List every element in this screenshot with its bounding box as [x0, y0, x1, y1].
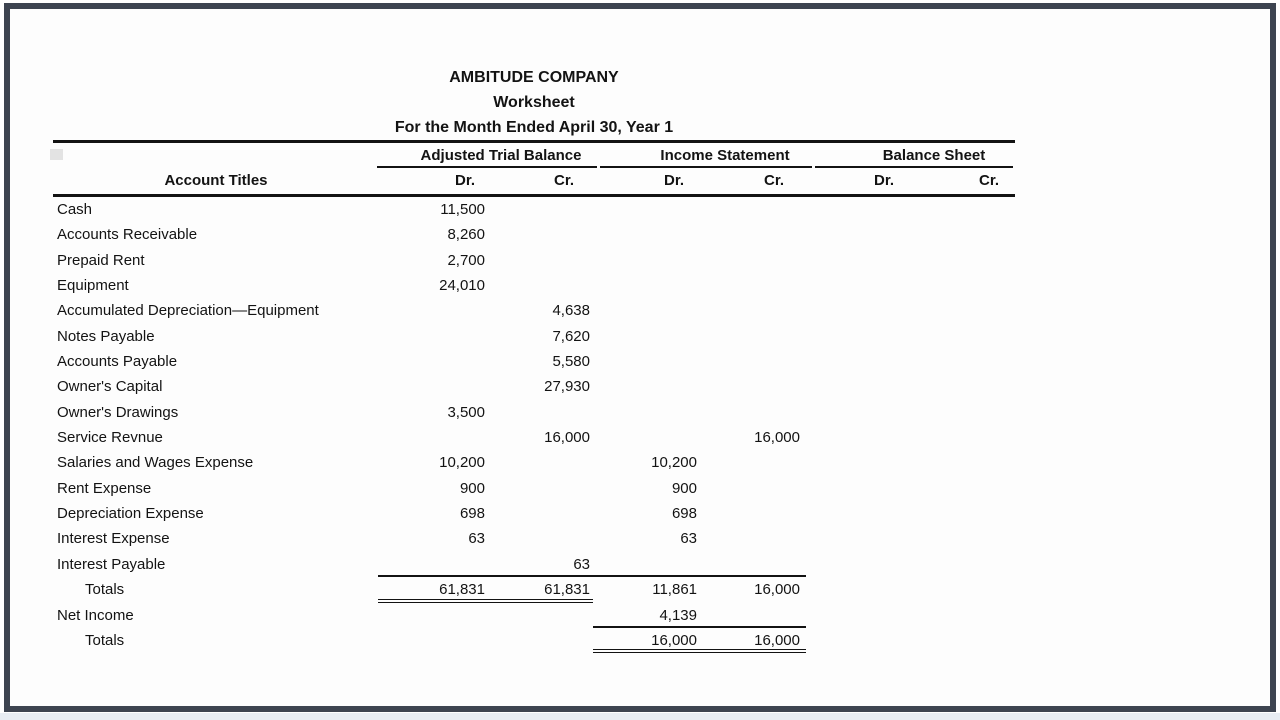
- group-header-adjusted-trial-balance: Adjusted Trial Balance: [420, 147, 582, 164]
- is-cr-cell: [700, 197, 806, 222]
- atb-dr-cell: [378, 374, 486, 399]
- bs-cr-cell: [918, 197, 1015, 222]
- bs-dr-cell: [806, 222, 918, 247]
- atb-cr-cell: [486, 628, 593, 653]
- atb-dr-cell: 900: [459, 479, 485, 497]
- is-dr-cell: [593, 400, 700, 425]
- atb-dr-column-header: Dr.: [454, 172, 476, 189]
- bs-dr-cell: [806, 273, 918, 298]
- account-title-cell: Interest Payable: [57, 555, 166, 573]
- account-titles-column-header: Account Titles: [164, 172, 268, 189]
- is-dr-cell: [593, 273, 700, 298]
- is-dr-cell: [593, 298, 700, 323]
- bs-cr-cell: [918, 273, 1015, 298]
- account-title-cell: Cash: [57, 201, 93, 218]
- bs-dr-cell: [806, 248, 918, 273]
- is-cr-cell: [700, 526, 806, 551]
- is-dr-cell: [593, 197, 700, 222]
- bs-cr-cell: [918, 349, 1015, 374]
- account-title-cell: Accounts Payable: [57, 353, 178, 371]
- atb-dr-cell: [378, 603, 486, 628]
- is-dr-cell: 63: [680, 530, 697, 548]
- account-title-cell: Accumulated Depreciation—Equipment: [57, 302, 319, 320]
- is-dr-cell: [593, 552, 700, 577]
- atb-cr-cell: [486, 400, 593, 425]
- atb-cr-cell: [486, 501, 593, 526]
- is-cr-cell: [700, 298, 806, 323]
- atb-cr-cell: [486, 526, 593, 551]
- account-title-cell: Net Income: [57, 606, 134, 624]
- is-dr-cell: 698: [671, 505, 697, 523]
- worksheet-title-block: [53, 65, 1015, 140]
- bs-cr-cell: [918, 628, 1015, 653]
- bs-dr-cell: [806, 374, 918, 399]
- bs-cr-cell: [918, 577, 1015, 602]
- is-cr-cell: [700, 349, 806, 374]
- bs-dr-cell: [806, 425, 918, 450]
- account-title-cell: Interest Expense: [57, 530, 170, 548]
- is-cr-cell: [700, 248, 806, 273]
- atb-cr-cell: 7,620: [552, 327, 590, 345]
- account-title-cell: Totals: [85, 581, 125, 599]
- bs-dr-cell: [806, 298, 918, 323]
- atb-cr-cell: [486, 197, 593, 222]
- bs-cr-cell: [918, 501, 1015, 526]
- is-dr-cell: [593, 222, 700, 247]
- is-dr-cell: [593, 349, 700, 374]
- bs-dr-column-header: Dr.: [873, 172, 895, 189]
- bs-cr-cell: [918, 298, 1015, 323]
- is-cr-cell: 16,000: [754, 429, 800, 447]
- atb-cr-cell: 4,638: [552, 302, 590, 320]
- is-cr-cell: [700, 400, 806, 425]
- bs-dr-cell: [806, 577, 918, 602]
- bs-cr-cell: [918, 400, 1015, 425]
- is-dr-cell: 16,000: [593, 628, 700, 653]
- atb-cr-cell: 5,580: [552, 353, 590, 371]
- is-dr-cell: 900: [671, 479, 697, 497]
- render-artifact: [50, 149, 63, 160]
- atb-cr-column-header: Cr.: [553, 172, 575, 189]
- bs-cr-column-header: Cr.: [978, 172, 1000, 189]
- atb-dr-cell: 63: [468, 530, 485, 548]
- atb-cr-cell: [486, 450, 593, 475]
- is-cr-cell: [700, 273, 806, 298]
- bs-cr-cell: [918, 425, 1015, 450]
- bs-dr-cell: [806, 197, 918, 222]
- is-dr-cell: 11,861: [652, 581, 697, 599]
- atb-dr-cell: 2,700: [447, 251, 485, 269]
- atb-dr-cell: 10,200: [439, 454, 485, 472]
- bs-cr-cell: [918, 450, 1015, 475]
- is-cr-cell: [700, 476, 806, 501]
- is-cr-cell: [700, 374, 806, 399]
- account-title-cell: Owner's Drawings: [57, 403, 179, 421]
- atb-cr-cell: 63: [486, 552, 593, 577]
- is-dr-cell: [593, 425, 700, 450]
- atb-cr-cell: 27,930: [544, 378, 590, 396]
- is-dr-cell: 10,200: [651, 454, 697, 472]
- account-title-cell: Salaries and Wages Expense: [57, 454, 254, 472]
- atb-dr-cell: 8,260: [447, 226, 485, 244]
- atb-dr-cell: 24,010: [439, 277, 485, 295]
- atb-dr-cell: 11,500: [440, 201, 485, 218]
- group-header-balance-sheet: Balance Sheet: [882, 147, 986, 164]
- bs-dr-cell: [806, 603, 918, 628]
- account-title-cell: Service Revnue: [57, 429, 163, 447]
- is-dr-cell: [593, 324, 700, 349]
- is-cr-cell: [700, 222, 806, 247]
- atb-cr-cell: [486, 603, 593, 628]
- atb-dr-cell: 3,500: [447, 403, 485, 421]
- bs-dr-cell: [806, 400, 918, 425]
- bs-cr-cell: [918, 248, 1015, 273]
- title-underline-rule: [53, 140, 1015, 143]
- bs-cr-cell: [918, 222, 1015, 247]
- account-title-cell: Rent Expense: [57, 479, 152, 497]
- is-cr-cell: [700, 603, 806, 628]
- atb-dr-cell: [378, 425, 486, 450]
- bs-dr-cell: [806, 324, 918, 349]
- is-cr-column-header: Cr.: [763, 172, 785, 189]
- bs-dr-cell: [806, 526, 918, 551]
- atb-cr-cell: 61,831: [486, 577, 593, 602]
- is-dr-column-header: Dr.: [663, 172, 685, 189]
- bs-dr-cell: [806, 628, 918, 653]
- company-name: AMBITUDE COMPANY: [449, 69, 619, 86]
- group-header-income-statement: Income Statement: [660, 147, 790, 164]
- is-cr-cell: 16,000: [754, 581, 800, 599]
- account-title-cell: Totals: [85, 631, 125, 649]
- bs-cr-cell: [918, 526, 1015, 551]
- atb-dr-cell: [378, 349, 486, 374]
- account-title-cell: Depreciation Expense: [57, 505, 204, 523]
- worksheet-document: [53, 0, 1015, 720]
- report-name: Worksheet: [493, 94, 575, 111]
- account-title-cell: Accounts Receivable: [57, 226, 198, 244]
- is-cr-cell: [700, 501, 806, 526]
- bs-dr-cell: [806, 501, 918, 526]
- report-period: For the Month Ended April 30, Year 1: [394, 119, 674, 136]
- is-cr-cell: [700, 450, 806, 475]
- is-dr-cell: [593, 248, 700, 273]
- account-title-cell: Owner's Capital: [57, 378, 163, 396]
- is-dr-cell: 4,139: [593, 603, 700, 628]
- bs-dr-cell: [806, 552, 918, 577]
- worksheet-rows: [53, 197, 1015, 653]
- account-title-cell: Notes Payable: [57, 327, 155, 345]
- bs-dr-cell: [806, 476, 918, 501]
- bs-dr-cell: [806, 349, 918, 374]
- atb-dr-cell: 61,831: [378, 577, 486, 602]
- bs-cr-cell: [918, 476, 1015, 501]
- is-cr-cell: [700, 552, 806, 577]
- bs-cr-cell: [918, 374, 1015, 399]
- atb-dr-cell: [378, 552, 486, 577]
- bs-cr-cell: [918, 603, 1015, 628]
- account-title-cell: Prepaid Rent: [57, 251, 145, 269]
- bs-cr-cell: [918, 552, 1015, 577]
- atb-dr-cell: [378, 324, 486, 349]
- is-dr-cell: [593, 374, 700, 399]
- atb-dr-cell: [378, 298, 486, 323]
- is-cr-cell: [700, 324, 806, 349]
- atb-dr-cell: [378, 628, 486, 653]
- atb-cr-cell: 16,000: [544, 429, 590, 447]
- atb-cr-cell: [486, 273, 593, 298]
- bs-dr-cell: [806, 450, 918, 475]
- bs-cr-cell: [918, 324, 1015, 349]
- atb-cr-cell: [486, 248, 593, 273]
- account-title-cell: Equipment: [57, 277, 129, 295]
- atb-cr-cell: [486, 222, 593, 247]
- atb-cr-cell: [486, 476, 593, 501]
- atb-dr-cell: 698: [459, 505, 485, 523]
- is-cr-cell: 16,000: [700, 628, 806, 653]
